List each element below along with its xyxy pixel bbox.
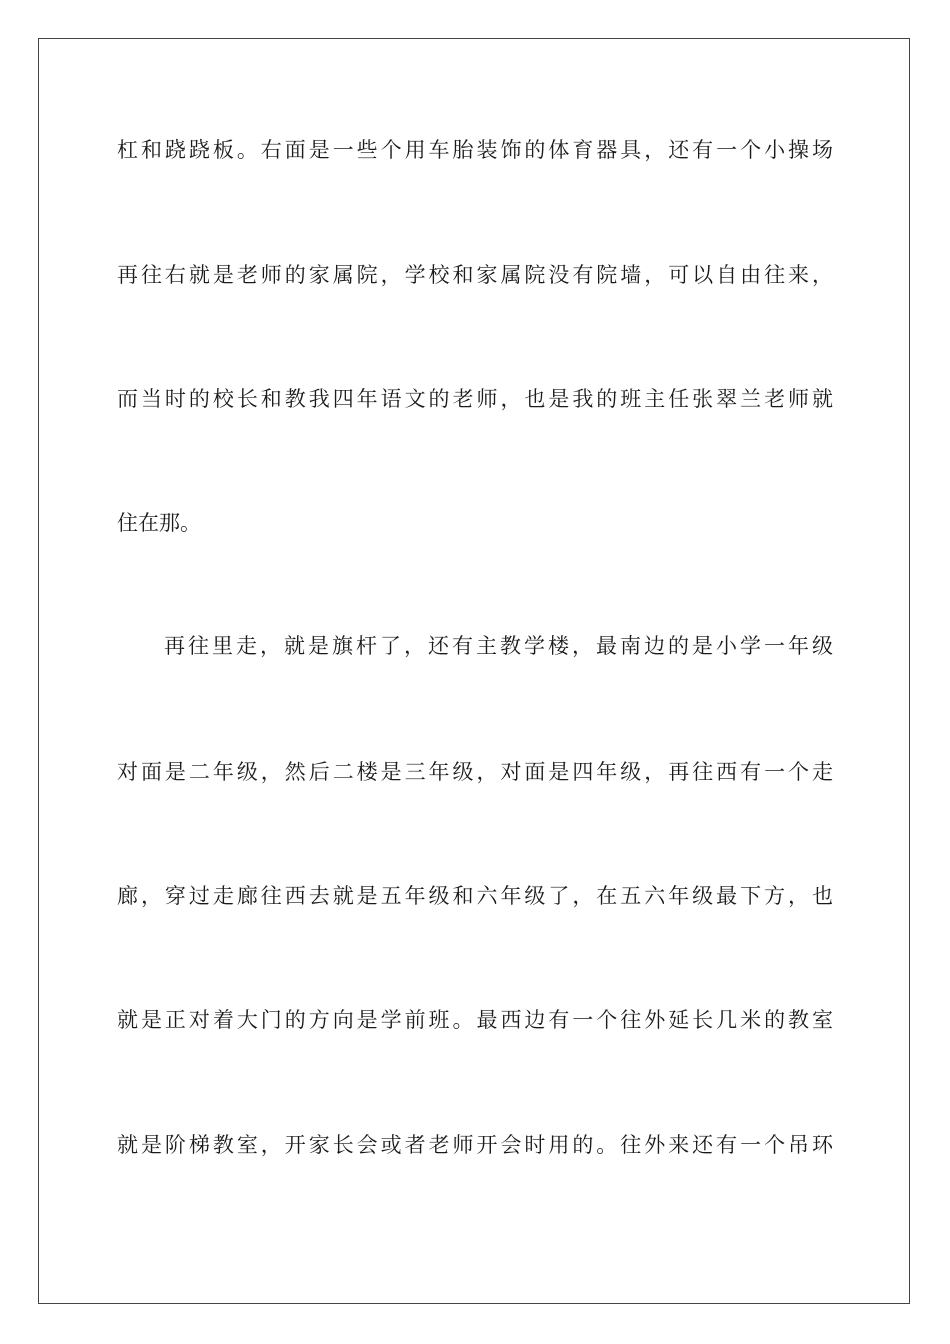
text-line-7: 廊，穿过走廊往西去就是五年级和六年级了，在五六年级最下方，也 (117, 884, 833, 908)
text-line-6: 对面是二年级，然后二楼是三年级，对面是四年级，再往西有一个走 (117, 760, 833, 784)
text-line-4: 住在那。 (117, 511, 201, 535)
page-border (38, 38, 910, 1304)
text-line-5: 再往里走，就是旗杆了，还有主教学楼，最南边的是小学一年级 (164, 634, 833, 658)
text-line-3: 而当时的校长和教我四年语文的老师，也是我的班主任张翠兰老师就 (117, 387, 833, 411)
text-line-8: 就是正对着大门的方向是学前班。最西边有一个往外延长几米的教室 (117, 1008, 833, 1032)
text-line-9: 就是阶梯教室，开家长会或者老师开会时用的。往外来还有一个吊环 (117, 1133, 833, 1157)
text-line-1: 杠和跷跷板。右面是一些个用车胎装饰的体育器具，还有一个小操场 (117, 138, 833, 162)
text-line-2: 再往右就是老师的家属院，学校和家属院没有院墙，可以自由往来， (117, 263, 833, 287)
